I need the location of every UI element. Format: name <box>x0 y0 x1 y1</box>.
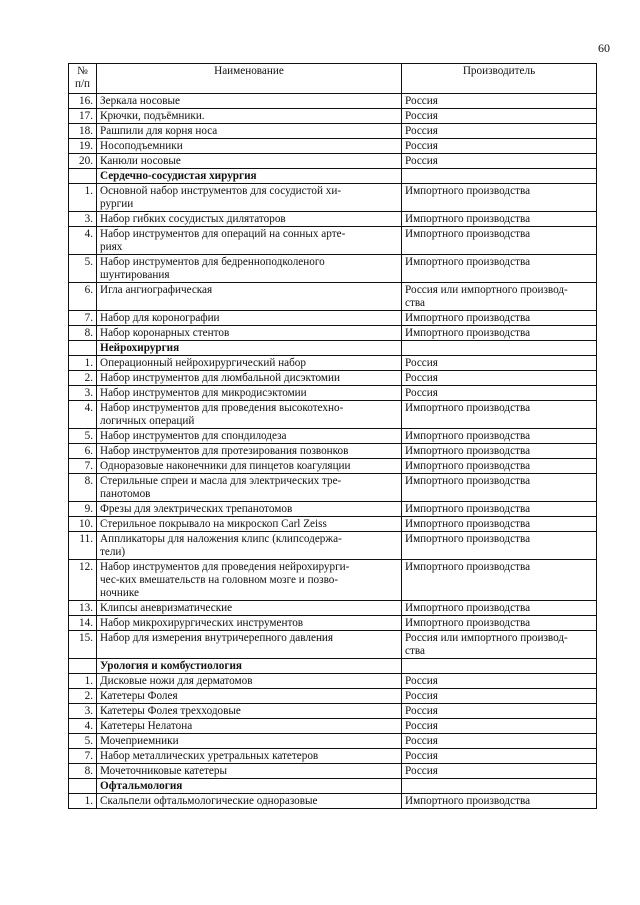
item-name <box>97 601 402 616</box>
item-name-line: шунтирования <box>100 269 170 281</box>
row-number: 16. <box>69 94 97 109</box>
item-name <box>97 749 402 764</box>
item-maker <box>402 139 597 154</box>
table-row <box>69 255 597 283</box>
section-title <box>97 169 402 184</box>
page-number: 60 <box>598 41 610 55</box>
item-maker-line: Россия <box>405 95 438 107</box>
item-name-line: Набор инструментов для люмбальной дисэктомии <box>100 372 340 384</box>
item-maker-line: Россия <box>405 110 438 122</box>
item-name <box>97 212 402 227</box>
row-number <box>69 779 97 794</box>
item-name-line: Стерильные спреи и масла для электрических тре- <box>100 475 342 487</box>
item-maker-line: Импортного производства <box>405 795 531 807</box>
row-number: 1. <box>69 674 97 689</box>
item-name-line: Одноразовые наконечники для пинцетов коагуляции <box>100 460 351 472</box>
item-maker <box>402 212 597 227</box>
section-title <box>97 659 402 674</box>
item-name-line: Набор микрохирургических инструментов <box>100 617 304 629</box>
item-maker-line: Россия <box>405 720 438 732</box>
table-row <box>69 139 597 154</box>
item-maker-line: Россия или импортного производ- <box>405 284 568 296</box>
item-maker <box>402 749 597 764</box>
item-maker-line: ства <box>405 645 425 657</box>
item-maker <box>402 124 597 139</box>
item-name-line: Рашпили для корня носа <box>100 125 218 137</box>
item-name-line: Набор инструментов для операций на сонных арте- <box>100 228 346 240</box>
table-row <box>69 401 597 429</box>
item-name <box>97 139 402 154</box>
item-maker <box>402 255 597 283</box>
item-maker-line: Импортного производства <box>405 213 531 225</box>
item-name-line: Крючки, подъёмники. <box>100 110 205 122</box>
header-number-line2: п/п <box>74 78 91 90</box>
section-row <box>69 341 597 356</box>
row-number: 3. <box>69 386 97 401</box>
row-number: 14. <box>69 616 97 631</box>
row-number <box>69 341 97 356</box>
item-name <box>97 283 402 311</box>
table-row <box>69 749 597 764</box>
row-number: 1. <box>69 794 97 809</box>
item-maker <box>402 184 597 212</box>
item-maker-line: Россия <box>405 155 438 167</box>
item-maker-line: Импортного производства <box>405 445 531 457</box>
row-number: 6. <box>69 283 97 311</box>
item-maker-line: Импортного производства <box>405 312 531 324</box>
item-maker <box>402 169 597 184</box>
item-name-line: Набор для коронографии <box>100 312 220 324</box>
row-number: 3. <box>69 212 97 227</box>
item-name <box>97 689 402 704</box>
item-maker <box>402 311 597 326</box>
item-name-line: чес-ких вмешательств на головном мозге и позво- <box>100 574 339 586</box>
table-row <box>69 154 597 169</box>
item-maker-line: Импортного производства <box>405 617 531 629</box>
header-number <box>69 64 97 94</box>
row-number: 5. <box>69 429 97 444</box>
table-row <box>69 184 597 212</box>
row-number: 3. <box>69 704 97 719</box>
item-name <box>97 794 402 809</box>
table-row <box>69 631 597 659</box>
item-name <box>97 371 402 386</box>
item-name-line: Набор гибких сосудистых дилятаторов <box>100 213 286 225</box>
item-name-line: тели) <box>100 546 126 558</box>
item-name <box>97 227 402 255</box>
item-maker-line: ства <box>405 297 425 309</box>
item-name-line: Фрезы для электрических трепанотомов <box>100 503 293 515</box>
item-maker-line: Импортного производства <box>405 256 531 268</box>
item-name-line: Аппликаторы для наложения клипс (клипсодержа- <box>100 533 342 545</box>
table-row <box>69 326 597 341</box>
item-maker <box>402 779 597 794</box>
row-number: 17. <box>69 109 97 124</box>
table-row <box>69 124 597 139</box>
item-name <box>97 459 402 474</box>
row-number: 18. <box>69 124 97 139</box>
item-maker <box>402 674 597 689</box>
item-maker-line: Импортного производства <box>405 228 531 240</box>
item-name <box>97 255 402 283</box>
table-row <box>69 311 597 326</box>
item-name <box>97 734 402 749</box>
row-number: 4. <box>69 227 97 255</box>
row-number: 1. <box>69 356 97 371</box>
item-maker <box>402 601 597 616</box>
item-maker <box>402 356 597 371</box>
row-number: 8. <box>69 326 97 341</box>
item-name <box>97 154 402 169</box>
row-number: 6. <box>69 444 97 459</box>
item-name <box>97 444 402 459</box>
table-row <box>69 532 597 560</box>
item-name <box>97 474 402 502</box>
item-name-line: Набор инструментов для бедренноподколеного <box>100 256 325 268</box>
row-number: 5. <box>69 734 97 749</box>
item-name-line: Стерильное покрывало на микроскоп Carl Zeiss <box>100 518 327 530</box>
item-name <box>97 517 402 532</box>
item-maker <box>402 689 597 704</box>
row-number: 7. <box>69 749 97 764</box>
row-number: 1. <box>69 184 97 212</box>
item-name-line: ночнике <box>100 587 140 599</box>
item-maker <box>402 283 597 311</box>
item-maker <box>402 341 597 356</box>
item-name <box>97 109 402 124</box>
item-name <box>97 386 402 401</box>
item-name <box>97 401 402 429</box>
table-header-row <box>69 64 597 94</box>
item-maker-line: Россия <box>405 735 438 747</box>
table-row <box>69 601 597 616</box>
item-maker <box>402 401 597 429</box>
row-number <box>69 659 97 674</box>
item-maker-line: Россия <box>405 750 438 762</box>
row-number: 5. <box>69 255 97 283</box>
item-name-line: Набор инструментов для проведения высокотехно- <box>100 402 344 414</box>
item-maker-line: Импортного производства <box>405 533 531 545</box>
item-maker <box>402 154 597 169</box>
table-row <box>69 502 597 517</box>
item-maker <box>402 459 597 474</box>
item-maker-line: Импортного производства <box>405 185 531 197</box>
item-maker-line: Россия <box>405 125 438 137</box>
item-maker-line: Импортного производства <box>405 518 531 530</box>
item-name-line: Набор инструментов для спондилодеза <box>100 430 287 442</box>
item-name-line: Набор коронарных стентов <box>100 327 230 339</box>
section-title <box>97 779 402 794</box>
item-maker <box>402 734 597 749</box>
item-name-line: Мочеприемники <box>100 735 179 747</box>
item-maker-line: Импортного производства <box>405 430 531 442</box>
item-maker <box>402 616 597 631</box>
item-maker-line: Импортного производства <box>405 402 531 414</box>
section-row <box>69 779 597 794</box>
item-name-line: Скальпели офтальмологические одноразовые <box>100 795 318 807</box>
table-row <box>69 616 597 631</box>
item-maker-line: Россия <box>405 140 438 152</box>
item-maker <box>402 532 597 560</box>
item-name <box>97 429 402 444</box>
item-maker-line: Россия <box>405 372 438 384</box>
item-maker-line: Импортного производства <box>405 327 531 339</box>
item-name <box>97 326 402 341</box>
item-name-line: Катетеры Фолея трехходовые <box>100 705 241 717</box>
item-maker-line: Импортного производства <box>405 602 531 614</box>
item-name-line: Клипсы аневризматические <box>100 602 233 614</box>
item-maker-line: Россия <box>405 705 438 717</box>
item-maker <box>402 560 597 601</box>
item-name <box>97 532 402 560</box>
header-name: Наименование <box>97 64 402 94</box>
item-maker-line: Импортного производства <box>405 460 531 472</box>
item-maker <box>402 794 597 809</box>
table-row <box>69 444 597 459</box>
header-number-line1: № <box>77 65 88 77</box>
item-name-line: Сердечно-сосудистая хирургия <box>100 170 257 182</box>
item-maker-line: Россия <box>405 357 438 369</box>
table-row <box>69 674 597 689</box>
item-maker <box>402 764 597 779</box>
table-row <box>69 371 597 386</box>
section-row <box>69 659 597 674</box>
item-name-line: Основной набор инструментов для сосудистой хи- <box>100 185 342 197</box>
row-number: 15. <box>69 631 97 659</box>
item-maker-line: Россия <box>405 675 438 687</box>
item-name <box>97 356 402 371</box>
row-number: 12. <box>69 560 97 601</box>
table-row <box>69 560 597 601</box>
item-name-line: Зеркала носовые <box>100 95 181 107</box>
item-name <box>97 94 402 109</box>
table-row <box>69 764 597 779</box>
table-row <box>69 704 597 719</box>
item-maker <box>402 386 597 401</box>
item-name-line: Катетеры Нелатона <box>100 720 193 732</box>
item-name-line: Набор металлических уретральных катетеров <box>100 750 319 762</box>
item-maker <box>402 502 597 517</box>
row-number: 4. <box>69 401 97 429</box>
item-name-line: Операционный нейрохирургический набор <box>100 357 306 369</box>
item-maker <box>402 704 597 719</box>
table-row <box>69 794 597 809</box>
table-row <box>69 94 597 109</box>
item-name-line: Офтальмология <box>100 780 183 792</box>
item-maker <box>402 94 597 109</box>
header-maker: Производитель <box>402 64 597 94</box>
item-name <box>97 124 402 139</box>
item-name <box>97 674 402 689</box>
table-row <box>69 386 597 401</box>
item-name-line: Канюли носовые <box>100 155 181 167</box>
item-name <box>97 631 402 659</box>
row-number: 2. <box>69 371 97 386</box>
item-maker-line: Импортного производства <box>405 475 531 487</box>
item-name <box>97 764 402 779</box>
item-name-line: Дисковые ножи для дерматомов <box>100 675 253 687</box>
row-number: 9. <box>69 502 97 517</box>
row-number: 7. <box>69 311 97 326</box>
item-maker <box>402 719 597 734</box>
item-name <box>97 704 402 719</box>
table-row <box>69 212 597 227</box>
item-name <box>97 311 402 326</box>
row-number: 19. <box>69 139 97 154</box>
table-row <box>69 719 597 734</box>
item-maker-line: Россия или импортного производ- <box>405 632 568 644</box>
row-number <box>69 169 97 184</box>
table-body <box>69 64 597 809</box>
row-number: 20. <box>69 154 97 169</box>
row-number: 13. <box>69 601 97 616</box>
item-maker <box>402 517 597 532</box>
table-row <box>69 283 597 311</box>
instruments-table <box>68 63 597 809</box>
item-name <box>97 184 402 212</box>
item-name-line: Урология и комбустиология <box>100 660 242 672</box>
item-name-line: Набор для измерения внутричерепного давления <box>100 632 334 644</box>
item-maker-line: Россия <box>405 690 438 702</box>
item-name-line: Набор инструментов для микродисэктомии <box>100 387 307 399</box>
item-maker-line: Россия <box>405 387 438 399</box>
row-number: 8. <box>69 474 97 502</box>
row-number: 2. <box>69 689 97 704</box>
section-row <box>69 169 597 184</box>
item-name-line: Катетеры Фолея <box>100 690 178 702</box>
item-maker-line: Россия <box>405 765 438 777</box>
item-maker <box>402 371 597 386</box>
item-name-line: риях <box>100 241 123 253</box>
item-maker <box>402 474 597 502</box>
item-name-line: Игла ангиографическая <box>100 284 213 296</box>
item-maker <box>402 227 597 255</box>
item-name-line: Носоподъемники <box>100 140 183 152</box>
table-row <box>69 109 597 124</box>
table-row <box>69 734 597 749</box>
item-name-line: Мочеточниковые катетеры <box>100 765 227 777</box>
item-maker-line: Импортного производства <box>405 561 531 573</box>
item-maker <box>402 444 597 459</box>
item-name-line: Набор инструментов для проведения нейрохирурги- <box>100 561 350 573</box>
item-name-line: Набор инструментов для протезирования позвонков <box>100 445 349 457</box>
table-row <box>69 356 597 371</box>
table-row <box>69 689 597 704</box>
item-maker <box>402 631 597 659</box>
item-name-line: панотомов <box>100 488 151 500</box>
row-number: 7. <box>69 459 97 474</box>
item-name <box>97 560 402 601</box>
row-number: 4. <box>69 719 97 734</box>
table-row <box>69 429 597 444</box>
table-row <box>69 227 597 255</box>
item-name <box>97 719 402 734</box>
item-name <box>97 616 402 631</box>
item-maker <box>402 429 597 444</box>
item-maker-line: Импортного производства <box>405 503 531 515</box>
item-name <box>97 502 402 517</box>
table-row <box>69 474 597 502</box>
item-maker <box>402 659 597 674</box>
item-maker <box>402 109 597 124</box>
table-row <box>69 459 597 474</box>
item-name-line: Нейрохирургия <box>100 342 180 354</box>
section-title <box>97 341 402 356</box>
row-number: 11. <box>69 532 97 560</box>
item-maker <box>402 326 597 341</box>
table-row <box>69 517 597 532</box>
item-name-line: рургии <box>100 198 134 210</box>
item-name-line: логичных операций <box>100 415 195 427</box>
row-number: 8. <box>69 764 97 779</box>
row-number: 10. <box>69 517 97 532</box>
